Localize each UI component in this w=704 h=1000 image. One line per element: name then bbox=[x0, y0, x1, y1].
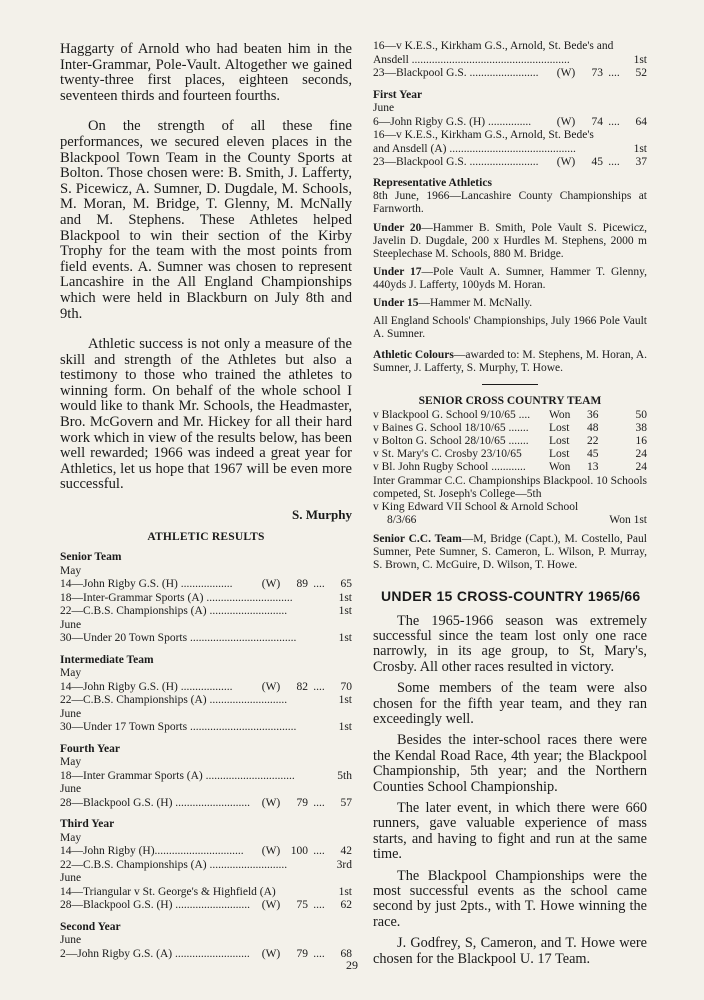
result-row bbox=[373, 67, 647, 81]
fourth-year-section bbox=[60, 743, 352, 811]
all-england-entry: All England Schools' Championships, July 1966 Pole Vault A. Sumner. bbox=[373, 314, 647, 340]
report-paragraph: J. Godfrey, S, Cameron, and T. Howe were chosen for the Blackpool U. 17 Team. bbox=[373, 935, 647, 967]
result-pos: 1st bbox=[338, 694, 352, 707]
result-w: (W) bbox=[261, 899, 281, 912]
cc-opp: v Baines G. School 18/10/65 ....... bbox=[373, 421, 529, 434]
results-title: ATHLETIC RESULTS bbox=[147, 531, 265, 544]
result-text: 30—Under 20 Town Sports ..................................... bbox=[60, 632, 297, 645]
result-text: 23—Blackpool G.S. ........................ bbox=[373, 67, 539, 79]
result-w: (W) bbox=[261, 796, 281, 809]
cross-country-title: SENIOR CROSS COUNTRY TEAM bbox=[418, 394, 602, 407]
result-dots: .... bbox=[313, 845, 325, 858]
result-text: and Ansdell (A) ............................................ bbox=[373, 142, 576, 155]
result-w: (W) bbox=[556, 115, 576, 128]
result-text: June bbox=[60, 872, 82, 885]
result-w: (W) bbox=[261, 947, 281, 960]
divider-rule bbox=[482, 384, 538, 385]
cc-res: Lost bbox=[549, 447, 570, 460]
result-text: 28—Blackpool G.S. (H) .......................... bbox=[60, 796, 251, 809]
result-row bbox=[60, 872, 352, 886]
cc-s1: 45 bbox=[587, 447, 599, 460]
result-s1: 75 bbox=[296, 899, 308, 912]
cross-country-row bbox=[373, 422, 647, 435]
cc-s2: 50 bbox=[635, 408, 647, 421]
result-w: (W) bbox=[261, 680, 281, 693]
section-heading: Senior Team bbox=[60, 551, 122, 564]
cc-res: Won bbox=[549, 408, 571, 421]
result-row bbox=[373, 143, 647, 157]
cc-s1: 48 bbox=[587, 421, 599, 434]
result-s2: 68 bbox=[340, 947, 352, 960]
cc-s2: 24 bbox=[635, 460, 647, 473]
result-text: June bbox=[373, 102, 395, 114]
result-text: 16—v K.E.S., Kirkham G.S., Arnold, St. Bede's and bbox=[373, 40, 614, 52]
cc-s1: 36 bbox=[587, 408, 599, 421]
result-pos: 3rd bbox=[336, 858, 352, 871]
result-row bbox=[373, 116, 647, 130]
result-s2: 37 bbox=[635, 156, 647, 168]
cc-res: Lost bbox=[549, 434, 570, 447]
result-text: 14—John Rigby (H)............................... bbox=[60, 845, 244, 858]
result-row bbox=[60, 708, 352, 722]
result-text: 16—v K.E.S., Kirkham G.S., Arnold, St. Bede's bbox=[373, 129, 594, 141]
result-s1: 79 bbox=[296, 947, 308, 960]
under-15-report bbox=[373, 614, 647, 968]
result-pos: 1st bbox=[338, 591, 352, 604]
under-17-entry: Under 17—Pole Vault A. Sumner, Hammer T. Glenny, 440yds J. Lafferty, 100yds M. Horan. bbox=[373, 265, 647, 291]
result-s1: 79 bbox=[296, 796, 308, 809]
cc-res: Won bbox=[549, 460, 571, 473]
result-s2: 42 bbox=[340, 845, 352, 858]
result-dots: .... bbox=[313, 947, 325, 960]
result-s1: 89 bbox=[296, 578, 308, 591]
result-s2: 57 bbox=[340, 796, 352, 809]
result-s2: 65 bbox=[340, 578, 352, 591]
result-row bbox=[60, 832, 352, 846]
result-s2: 52 bbox=[635, 67, 647, 79]
result-pos: 1st bbox=[338, 632, 352, 645]
result-row bbox=[373, 102, 647, 116]
section-heading: Third Year bbox=[60, 818, 115, 831]
cross-country-row bbox=[373, 409, 647, 422]
result-row bbox=[373, 156, 647, 170]
result-pos: 1st bbox=[338, 885, 352, 898]
result-text: June bbox=[60, 934, 82, 947]
result-row bbox=[373, 129, 647, 143]
report-paragraph: Some members of the team were also chosen for the fifth year team, and they ran exceedingly well. bbox=[373, 680, 647, 727]
result-w: (W) bbox=[556, 67, 576, 79]
inter-grammar-line: Inter Grammar C.C. Championships Blackpool. 10 Schools competed, St. Joseph's College—5th bbox=[373, 474, 647, 500]
result-row bbox=[373, 54, 647, 68]
result-text: 2—John Rigby G.S. (A) .......................... bbox=[60, 947, 250, 960]
result-row bbox=[60, 899, 352, 913]
result-s2: 64 bbox=[635, 115, 647, 128]
cc-s1: 22 bbox=[587, 434, 599, 447]
result-dots: .... bbox=[608, 156, 620, 168]
result-text: 6—John Rigby G.S. (H) ............... bbox=[373, 115, 532, 128]
cross-country-row bbox=[373, 435, 647, 448]
result-pos: 1st bbox=[633, 53, 647, 66]
result-row bbox=[60, 783, 352, 797]
result-text: 23—Blackpool G.S. ........................ bbox=[373, 156, 539, 168]
king-edward-line: v King Edward VII School & Arnold School bbox=[373, 500, 579, 513]
result-w: (W) bbox=[261, 845, 281, 858]
cross-country-results bbox=[373, 409, 647, 474]
result-text: 30—Under 17 Town Sports ..................................... bbox=[60, 721, 297, 734]
result-dots: .... bbox=[313, 578, 325, 591]
result-dots: .... bbox=[313, 796, 325, 809]
result-text: May bbox=[60, 667, 82, 680]
result-row bbox=[60, 694, 352, 708]
result-row bbox=[60, 619, 352, 633]
report-paragraph: The 1965-1966 season was extremely successful since the team lost only one race narrowly, in its age group, to St, Mary's, Crosby. All other races resulted in victory. bbox=[373, 612, 647, 675]
result-text: 18—Inter Grammar Sports (A) ............................... bbox=[60, 769, 295, 782]
report-paragraph: The later event, in which there were 660 runners, gave valuable experience of mass starts, and having to fight and run at the same time. bbox=[373, 799, 647, 863]
result-dots: .... bbox=[313, 899, 325, 912]
result-dots: .... bbox=[608, 115, 620, 128]
result-pos: 5th bbox=[337, 769, 352, 782]
intermediate-team-section bbox=[60, 654, 352, 735]
first-year-section bbox=[373, 89, 647, 170]
result-row bbox=[60, 565, 352, 579]
report-paragraph: The Blackpool Championships were the most successful events as the school came second by just 2pts., with T. Howe winning the race. bbox=[373, 867, 647, 930]
signature: S. Murphy bbox=[292, 507, 352, 523]
section-heading: First Year bbox=[373, 88, 423, 101]
result-pos: 1st bbox=[338, 605, 352, 618]
cc-opp: v Bolton G. School 28/10/65 ....... bbox=[373, 434, 529, 447]
result-s1: 73 bbox=[591, 67, 603, 79]
result-s2: 70 bbox=[340, 680, 352, 693]
result-pos: 1st bbox=[633, 142, 647, 155]
king-edward-result-row: 8/3/66 Won 1st bbox=[387, 513, 647, 526]
result-text: 28—Blackpool G.S. (H) .......................... bbox=[60, 899, 251, 912]
continued-results bbox=[373, 40, 647, 81]
result-text: May bbox=[60, 756, 82, 769]
section-heading: Second Year bbox=[60, 920, 121, 933]
result-row bbox=[60, 859, 352, 873]
result-s1: 82 bbox=[296, 680, 308, 693]
under-20-entry: Under 20—Hammer B. Smith, Pole Vault S. Picewicz, Javelin D. Dugdale, 200 x Hurdles M. Stephens, 2000 m Steeplechase M. Schools, 880 M. Bridge. bbox=[373, 221, 647, 260]
result-dots: .... bbox=[608, 67, 620, 79]
cc-s2: 38 bbox=[635, 421, 647, 434]
result-row bbox=[60, 770, 352, 784]
result-row bbox=[60, 667, 352, 681]
result-text: 14—John Rigby G.S. (H) .................. bbox=[60, 578, 233, 591]
result-s1: 45 bbox=[591, 156, 603, 168]
result-text: 18—Inter-Grammar Sports (A) .............................. bbox=[60, 591, 293, 604]
result-text: 14—John Rigby G.S. (H) .................. bbox=[60, 680, 233, 693]
third-year-section bbox=[60, 818, 352, 913]
result-row bbox=[60, 886, 352, 900]
result-dots: .... bbox=[313, 680, 325, 693]
cc-s1: 13 bbox=[587, 460, 599, 473]
athletic-colours: Athletic Colours—awarded to: M. Stephens, M. Horan, A. Sumner, J. Lafferty, S. Murphy, T. Howe. bbox=[373, 348, 647, 374]
cc-s2: 16 bbox=[635, 434, 647, 447]
section-heading: Fourth Year bbox=[60, 742, 120, 755]
result-w: (W) bbox=[261, 578, 281, 591]
cc-s2: 24 bbox=[635, 447, 647, 460]
result-text: June bbox=[60, 618, 82, 631]
result-row bbox=[60, 632, 352, 646]
result-row bbox=[373, 40, 647, 54]
right-column bbox=[373, 40, 647, 967]
section-heading: Intermediate Team bbox=[60, 653, 154, 666]
cc-opp: v Bl. John Rugby School ............ bbox=[373, 460, 526, 473]
cc-opp: v Blackpool G. School 9/10/65 .... bbox=[373, 408, 531, 421]
county-sports-paragraph: On the strength of all these fine performances, we secured eleven places in the Blackpool Town Team in the County Sports at Bolton. Those chosen were: B. Smith, J. Lafferty, S. Picewicz, A. Sumner, D. Dugdale, M. Schools, M. Moran, M. Bridge, T. Glenny, M. McNally and M. Stephens. These Athletes helped Blackpool to win their section of the Kirby Trophy for the team with the most points from field events. A. Sumner was chosen to represent Lancashire in the All England Championships which were held in Blackburn on July 8th and 9th. bbox=[60, 118, 352, 322]
cc-res: Lost bbox=[549, 421, 570, 434]
cross-country-row bbox=[373, 461, 647, 474]
result-row bbox=[60, 578, 352, 592]
cross-country-row bbox=[373, 448, 647, 461]
result-row bbox=[60, 592, 352, 606]
result-row bbox=[60, 681, 352, 695]
cc-opp: v St. Mary's C. Crosby 23/10/65 bbox=[373, 447, 522, 460]
result-w: (W) bbox=[556, 156, 576, 168]
left-column bbox=[60, 42, 352, 961]
page-number: 29 bbox=[346, 958, 358, 972]
intro-paragraph: Haggarty of Arnold who had beaten him in the Inter-Grammar, Pole-Vault. Altogether we gained twenty-three first places, eighteen seconds, seventeen thirds and fourteen fourths. bbox=[60, 41, 352, 104]
under-15-entry: Under 15—Hammer M. McNally. bbox=[373, 296, 533, 309]
result-text: June bbox=[60, 707, 82, 720]
result-row bbox=[60, 845, 352, 859]
result-row bbox=[60, 797, 352, 811]
result-text: May bbox=[60, 564, 82, 577]
result-pos: 1st bbox=[338, 721, 352, 734]
result-text: 22—C.B.S. Championships (A) ........................... bbox=[60, 858, 288, 871]
result-s1: 100 bbox=[290, 845, 308, 858]
result-row bbox=[60, 934, 352, 948]
representative-heading: Representative Athletics bbox=[373, 176, 492, 189]
result-s1: 74 bbox=[591, 115, 603, 128]
result-s2: 62 bbox=[340, 899, 352, 912]
representative-line: 8th June, 1966—Lancashire County Championships at Farnworth. bbox=[373, 189, 647, 215]
result-row bbox=[60, 605, 352, 619]
result-text: June bbox=[60, 783, 82, 796]
senior-team-section bbox=[60, 551, 352, 646]
second-year-section bbox=[60, 921, 352, 962]
report-paragraph: Besides the inter-school races there were the Kendal Road Race, 4th year; the Blackpool Championship, 5th year; and the Northern Counties School Championship. bbox=[373, 732, 647, 795]
result-text: Ansdell ....................................................... bbox=[373, 53, 570, 66]
thanks-paragraph: Athletic success is not only a measure of the skill and strength of the Athletes but also a testimony to those who trained the athletes to winning form. On behalf of the whole school I would like to thank Mr. Schools, the Headmaster, Bro. McGovern and Mr. Hickey for all their hard work which in view of the results below, has been well rewarded; 1966 was indeed a great year for Athletics, let us hope that 1967 will be even more successful. bbox=[60, 336, 352, 493]
result-text: May bbox=[60, 831, 82, 844]
result-text: 22—C.B.S. Championships (A) ........................... bbox=[60, 605, 288, 618]
senior-cc-team: Senior C.C. Team—M, Bridge (Capt.), M. Costello, Paul Sumner, Pete Sumner, S. Cameron, L. Wilson, P. Murray, S. Brown, C. McGuire, D. Wilson, T. Howe. bbox=[373, 532, 647, 571]
result-row bbox=[60, 756, 352, 770]
result-row bbox=[60, 721, 352, 735]
under-15-cross-country-title: UNDER 15 CROSS-COUNTRY 1965/66 bbox=[381, 587, 641, 604]
result-text: 14—Triangular v St. George's & Highfield (A) bbox=[60, 885, 276, 898]
result-text: 22—C.B.S. Championships (A) ........................... bbox=[60, 694, 288, 707]
